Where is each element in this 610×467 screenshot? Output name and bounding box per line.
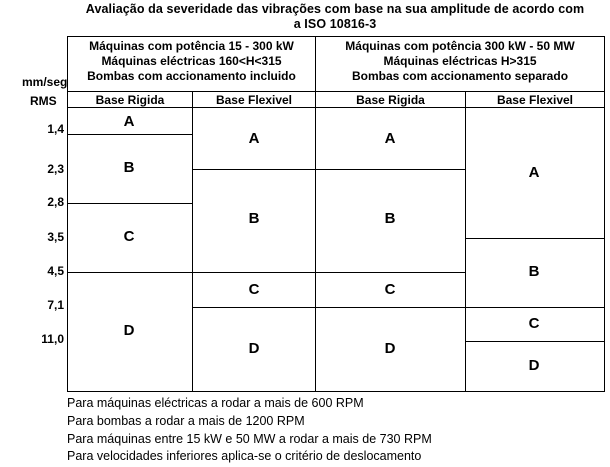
zone-label: A [123,113,135,130]
axis-tick: 2,8 [47,195,64,209]
col4-boundary-ab [465,238,604,239]
column-header-4: Base Flexivel [496,93,574,107]
zone-label: D [248,340,260,357]
table-right-border [604,36,605,392]
axis-tick: 7,1 [47,298,64,312]
zone-label: B [384,210,396,227]
col23-boundary-cd [192,307,465,308]
zone-label: A [528,164,540,181]
zone-label: A [248,130,260,147]
table-left-border [67,36,68,392]
page-title [60,2,610,32]
group-1-pumps: Bombas com accionamento incluido [87,69,296,83]
zone-label: B [248,210,260,227]
zone-label: D [123,322,135,339]
group-1-electric: Máquinas eléctricas 160<H<315 [101,54,282,68]
header-divider [67,91,605,92]
zone-label: D [384,340,396,357]
zone-label: C [123,228,135,245]
zone-label: C [528,315,540,332]
axis-tick: 1,4 [47,122,64,136]
column-header-3: Base Rigida [356,93,425,107]
footnote-electric-machines: Para máquinas eléctricas a rodar a mais de 600 RPM [67,396,364,410]
footnote-pumps: Para bombas a rodar a mais de 1200 RPM [67,414,305,428]
group-header-1 [68,39,315,84]
col23-boundary-bc [192,272,465,273]
col-divider-3 [465,91,466,392]
column-header-1: Base Rigida [95,93,165,107]
group-2-power: Máquinas com potência 300 kW - 50 MW [345,39,575,53]
col1-boundary-ab [67,134,192,135]
axis-measure-label: RMS [30,94,57,108]
col-divider-1 [192,91,193,392]
title-line-1: Avaliação da severidade das vibrações com base na sua amplitude de acordo com [85,2,585,16]
zone-label: B [528,263,540,280]
footnote-lower-speeds: Para velocidades inferiores aplica-se o critério de deslocamento [67,449,422,463]
group-header-2 [316,39,604,84]
zone-label: D [528,357,540,374]
axis-tick: 2,3 [47,162,64,176]
zone-label: C [384,281,396,298]
col4-boundary-cd [465,341,604,342]
group-2-pumps: Bombas com accionamento separado [351,69,569,83]
group-divider [315,36,316,392]
axis-tick: 3,5 [47,230,64,244]
footnote-power-range: Para máquinas entre 15 kW e 50 MW a rodar a mais de 730 RPM [67,432,432,446]
table-top-border [67,36,605,37]
column-header-2: Base Flexivel [215,93,293,107]
axis-tick: 11,0 [41,332,64,346]
zone-label: C [248,281,260,298]
col4-boundary-bc [465,307,604,308]
zone-label: B [123,159,135,176]
subheader-divider [67,107,605,108]
zone-label: A [384,130,396,147]
table-bottom-border [67,391,605,392]
group-2-electric: Máquinas eléctricas H>315 [383,54,537,68]
col1-boundary-cd [67,272,192,273]
col23-boundary-ab [192,169,465,170]
axis-unit-label: mm/seg [22,75,68,89]
axis-tick: 4,5 [47,264,64,278]
col1-boundary-bc [67,203,192,204]
group-1-power: Máquinas com potência 15 - 300 kW [89,39,294,53]
title-line-2: a ISO 10816-3 [293,17,377,31]
